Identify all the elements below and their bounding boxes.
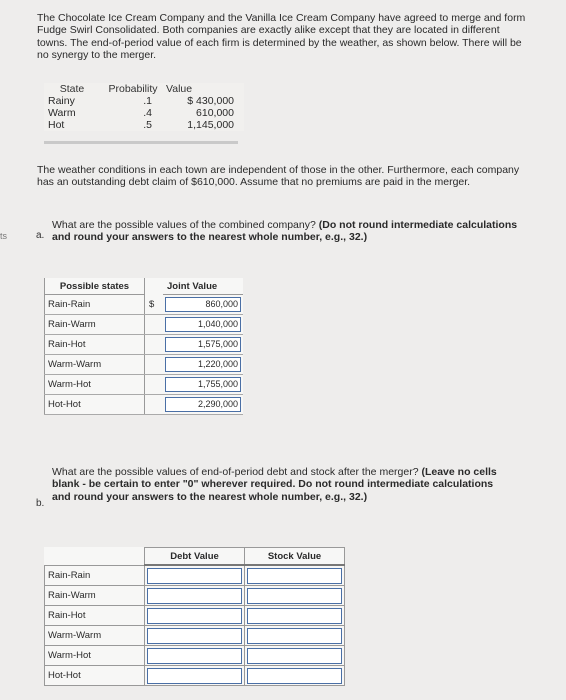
joint-value-input[interactable]: 1,220,000	[165, 357, 241, 372]
joint-value-input[interactable]: 2,290,000	[165, 397, 241, 412]
state-label: Rain-Rain	[45, 565, 145, 586]
margin-mark: ts	[0, 231, 8, 241]
table-row	[45, 606, 345, 626]
intro-paragraph: The Chocolate Ice Cream Company and the Vanilla Ice Cream Company have agreed to merge and form Fudge Swirl Consolidated. Both companies are exactly alike except that they are located in different towns. The end-of-period value of each firm is determined by the weather, as shown below. There will be no synergy to the merger.	[37, 12, 526, 61]
question-a-prompt: What are the possible values of the combined company?	[52, 219, 319, 231]
value-cell: 610,000	[196, 107, 234, 119]
question-a-instructions: (Do not round intermediate calculations and round your answers to the nearest whole number, e.g., 32.)	[52, 219, 518, 244]
state-probability-table	[44, 83, 244, 131]
stock-value-input[interactable]	[247, 628, 342, 644]
question-a-text	[52, 219, 532, 244]
state-cell: Hot	[48, 119, 65, 131]
stock-value-input[interactable]	[247, 648, 342, 664]
question-b-letter: b.	[36, 498, 45, 509]
state-cell: Rainy	[48, 95, 75, 107]
joint-value-input[interactable]: 860,000	[165, 297, 241, 312]
stock-value-input[interactable]	[247, 608, 342, 624]
value-cell: 1,145,000	[187, 119, 234, 131]
joint-value-input[interactable]: 1,040,000	[165, 317, 241, 332]
table-row	[45, 335, 244, 355]
table-row	[45, 295, 244, 315]
table-row	[45, 586, 345, 606]
state-label: Warm-Hot	[45, 646, 145, 666]
table-row	[45, 355, 244, 375]
joint-value-header: Joint Value	[163, 278, 243, 295]
joint-value-input[interactable]: 1,755,000	[165, 377, 241, 392]
debt-value-input[interactable]	[147, 628, 242, 644]
weather-paragraph: The weather conditions in each town are independent of those in the other. Furthermore, each company has an outstanding debt claim of $610,000. Assume that no premiums are paid in the merger.	[37, 164, 520, 189]
table-row	[45, 646, 345, 666]
state-label: Rain-Hot	[45, 335, 145, 355]
stock-value-input[interactable]	[247, 588, 342, 604]
stock-value-input[interactable]	[247, 568, 342, 584]
state-label: Rain-Rain	[45, 295, 145, 315]
question-b-text	[52, 466, 512, 503]
state-header: State	[59, 83, 85, 95]
table-row	[45, 315, 244, 335]
value-header: Value	[166, 83, 193, 95]
debt-value-input[interactable]	[147, 588, 242, 604]
state-label: Hot-Hot	[45, 666, 145, 686]
question-b-instructions: (Leave no cells blank - be certain to enter "0" wherever required. Do not round intermediate calculations and round your answers to the nearest whole number, e.g., 32.)	[52, 466, 497, 503]
probability-cell: .4	[143, 107, 152, 119]
probability-cell: .5	[143, 119, 152, 131]
question-b-prompt: What are the possible values of end-of-period debt and stock after the merger?	[52, 466, 422, 478]
debt-value-input[interactable]	[147, 668, 242, 684]
state-row	[44, 107, 244, 119]
state-label: Hot-Hot	[45, 395, 145, 415]
debt-value-input[interactable]	[147, 608, 242, 624]
stock-value-input[interactable]	[247, 668, 342, 684]
state-label: Warm-Hot	[45, 375, 145, 395]
joint-value-table	[44, 278, 243, 415]
value-cell: $ 430,000	[187, 95, 234, 107]
debt-stock-table	[44, 547, 345, 686]
probability-cell: .1	[143, 95, 152, 107]
debt-value-input[interactable]	[147, 568, 242, 584]
state-label: Rain-Hot	[45, 606, 145, 626]
joint-value-input[interactable]: 1,575,000	[165, 337, 241, 352]
table-row	[45, 666, 345, 686]
state-label: Rain-Warm	[45, 315, 145, 335]
table-row	[45, 626, 345, 646]
state-row	[44, 95, 244, 107]
state-label: Warm-Warm	[45, 355, 145, 375]
state-row	[44, 119, 244, 131]
state-cell: Warm	[48, 107, 76, 119]
table-row	[45, 565, 345, 586]
debt-value-header: Debt Value	[145, 548, 245, 566]
state-label: Rain-Warm	[45, 586, 145, 606]
table-row	[45, 395, 244, 415]
probability-header: Probability	[108, 83, 158, 95]
debt-value-input[interactable]	[147, 648, 242, 664]
possible-states-header: Possible states	[45, 278, 145, 295]
table-row	[45, 375, 244, 395]
stock-value-header: Stock Value	[245, 548, 345, 566]
table-divider	[44, 141, 238, 144]
question-a-letter: a.	[36, 230, 45, 241]
state-label: Warm-Warm	[45, 626, 145, 646]
currency-symbol: $	[145, 295, 164, 315]
